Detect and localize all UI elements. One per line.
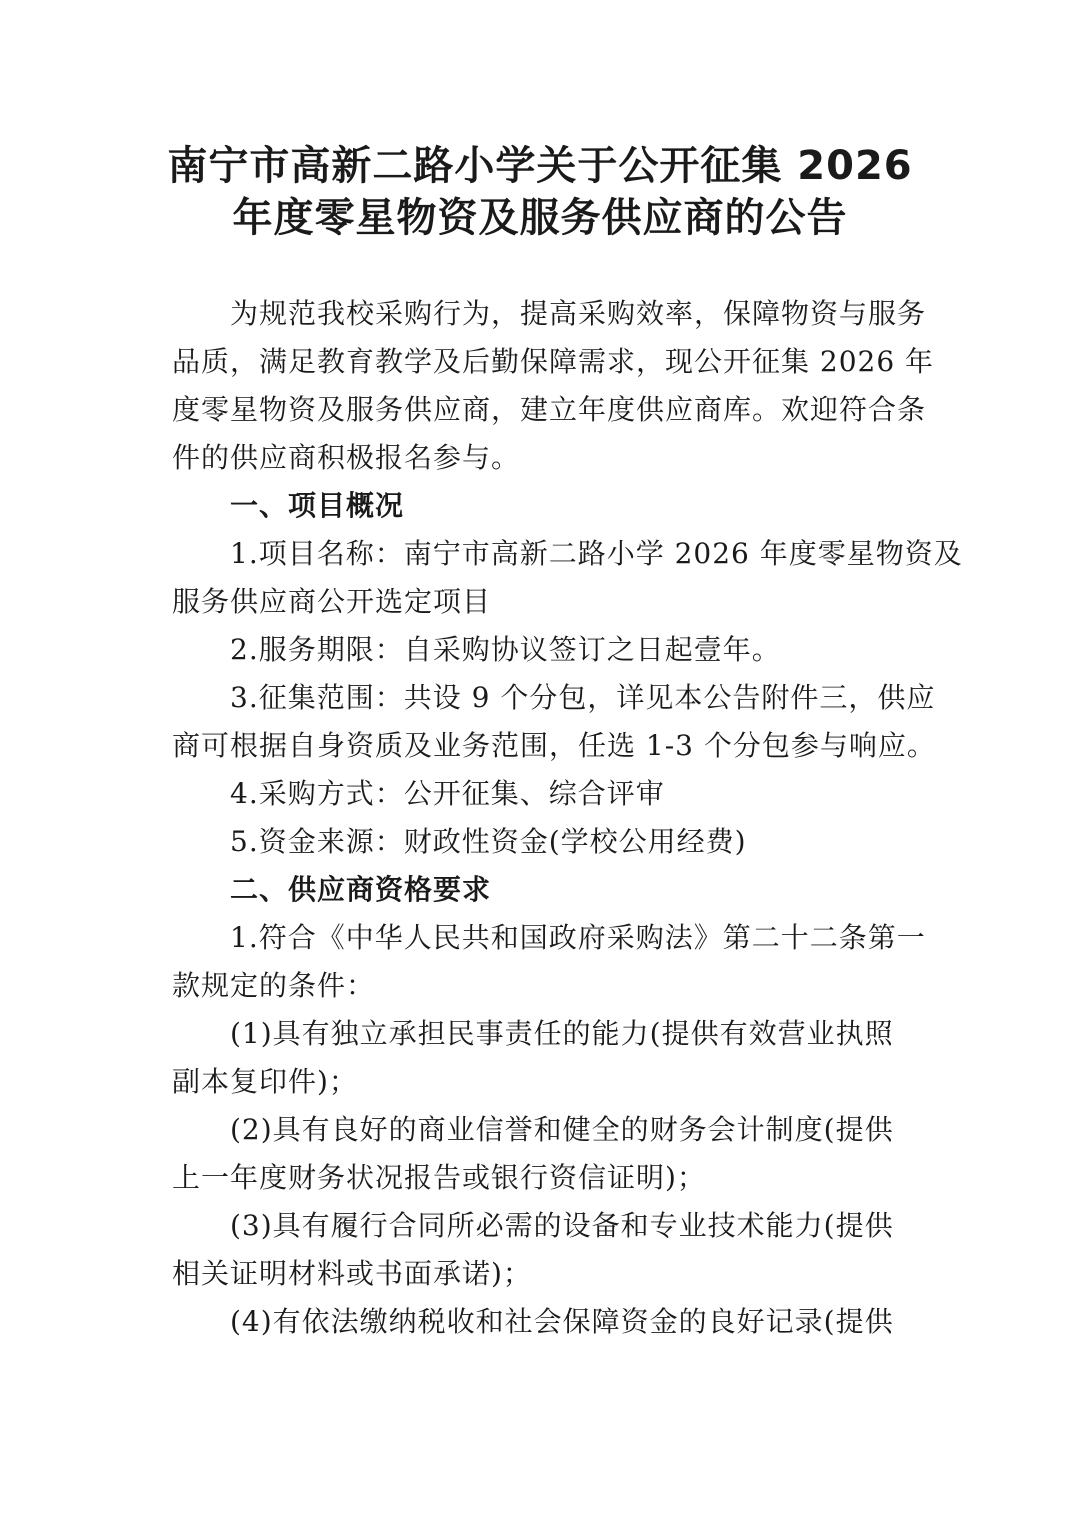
paragraph-line: 度零星物资及服务供应商，建立年度供应商库。欢迎符合条	[172, 393, 927, 426]
document-body	[172, 290, 963, 1346]
paragraph-line: 品质，满足教育教学及后勤保障需求，现公开征集 2026 年	[172, 345, 935, 378]
paragraph-line: 相关证明材料或书面承诺)；	[172, 1257, 532, 1290]
paragraph-line: 款规定的条件：	[172, 969, 376, 1002]
paragraph-line: 服务供应商公开选定项目	[172, 585, 492, 618]
paragraph-line: 为规范我校采购行为，提高采购效率，保障物资与服务	[230, 297, 927, 330]
title-line: 南宁市高新二路小学关于公开征集 2026	[167, 143, 913, 189]
paragraph-line: 1.符合《中华人民共和国政府采购法》第二十二条第一	[230, 921, 926, 954]
paragraph-line: 5.资金来源：财政性资金(学校公用经费)	[230, 825, 747, 858]
section-heading: 一、项目概况	[230, 489, 405, 522]
paragraph-line: 1.项目名称：南宁市高新二路小学 2026 年度零星物资及	[230, 537, 963, 570]
paragraph-line: 2.服务期限：自采购协议签订之日起壹年。	[230, 633, 781, 666]
paragraph-line: (4)有依法缴纳税收和社会保障资金的良好记录(提供	[230, 1305, 894, 1338]
paragraph-line: 商可根据自身资质及业务范围，任选 1-3 个分包参与响应。	[172, 729, 936, 762]
paragraph-line: 4.采购方式：公开征集、综合评审	[230, 777, 665, 810]
section-heading: 二、供应商资格要求	[230, 873, 492, 906]
paragraph-line: 件的供应商积极报名参与。	[172, 441, 521, 474]
paragraph-line: (3)具有履行合同所必需的设备和专业技术能力(提供	[230, 1209, 894, 1242]
paragraph-line: (2)具有良好的商业信誉和健全的财务会计制度(提供	[230, 1113, 894, 1146]
paragraph-line: 3.征集范围：共设 9 个分包，详见本公告附件三，供应	[230, 681, 936, 714]
paragraph-line: 副本复印件)；	[172, 1065, 358, 1098]
title-line: 年度零星物资及服务供应商的公告	[232, 195, 848, 241]
paragraph-line: 上一年度财务状况报告或银行资信证明)；	[172, 1161, 706, 1194]
document-title	[150, 140, 930, 244]
paragraph-line: (1)具有独立承担民事责任的能力(提供有效营业执照	[230, 1017, 894, 1050]
